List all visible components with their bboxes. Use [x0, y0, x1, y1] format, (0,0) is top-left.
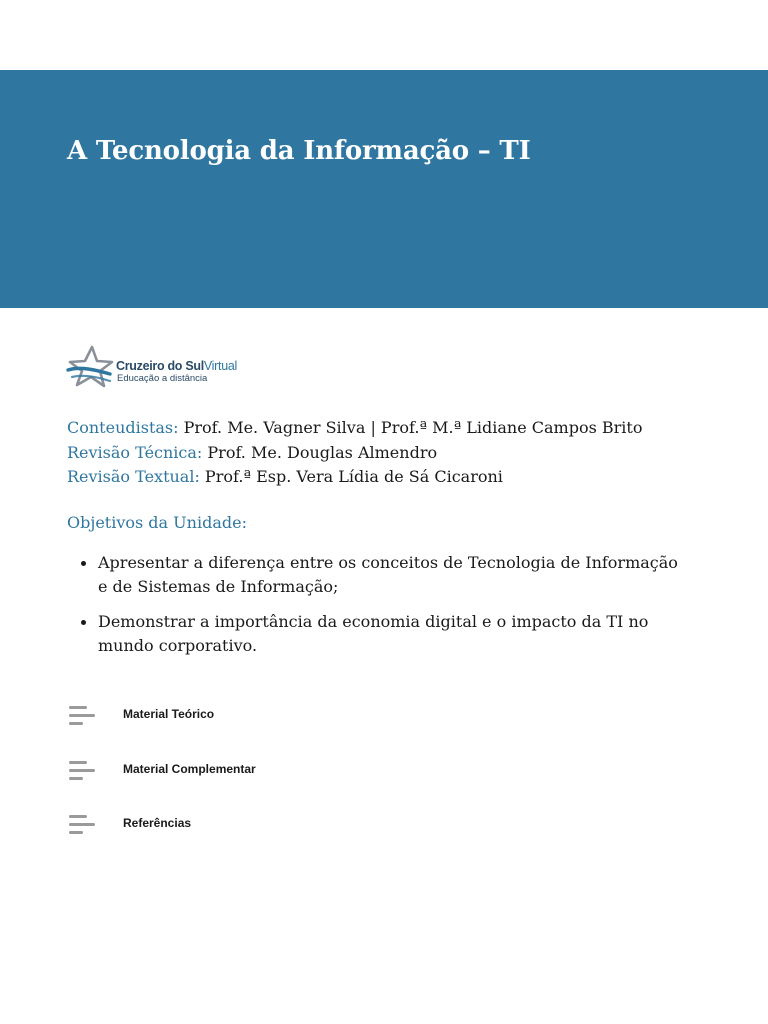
star-logo-icon [66, 344, 114, 390]
list-item: Demonstrar a importância da economia digital e o impacto da TI no mundo corporativo. [67, 610, 687, 657]
bullet-icon [81, 561, 86, 566]
cruzeiro-do-sul-logo [66, 344, 246, 390]
credit-label: Revisão Textual: [67, 467, 200, 486]
menu-lines-icon [67, 815, 97, 835]
credit-value: Prof. Me. Douglas Almendro [202, 442, 438, 462]
menu-lines-icon [67, 761, 97, 781]
menu-item-material-teorico[interactable] [67, 694, 367, 749]
unit-menu [67, 694, 367, 858]
menu-item-label: Material Complementar [123, 761, 256, 776]
header-banner [0, 70, 768, 308]
credit-label: Revisão Técnica: [67, 442, 203, 462]
credit-text-review [67, 465, 642, 490]
page-title: A Tecnologia da Informação – TI [67, 136, 531, 166]
credit-value: Prof.ª Esp. Vera Lídia de Sá Cicaroni [199, 467, 503, 486]
menu-item-material-complementar[interactable] [67, 749, 367, 804]
menu-item-label: Material Teórico [123, 707, 215, 721]
credit-authors [67, 416, 642, 441]
credit-label: Conteudistas: [67, 418, 179, 437]
logo-tagline: Educação a distância [117, 373, 208, 384]
credit-value: Prof. Me. Vagner Silva | Prof.ª M.ª Lidiane Campos Brito [178, 418, 643, 437]
menu-lines-icon [67, 706, 97, 726]
menu-item-referencias[interactable] [67, 803, 367, 858]
menu-item-label: Referências [123, 816, 192, 830]
credit-technical-review [67, 441, 642, 466]
objectives-heading: Objetivos da Unidade: [67, 513, 247, 532]
objectives-list [67, 551, 687, 669]
credits-block [67, 416, 642, 490]
list-item: Apresentar a diferença entre os conceitos de Tecnologia de Informação e de Sistemas de Informação; [67, 551, 687, 598]
bullet-icon [81, 620, 86, 625]
logo-name: Cruzeiro do SulVirtual [116, 359, 237, 373]
